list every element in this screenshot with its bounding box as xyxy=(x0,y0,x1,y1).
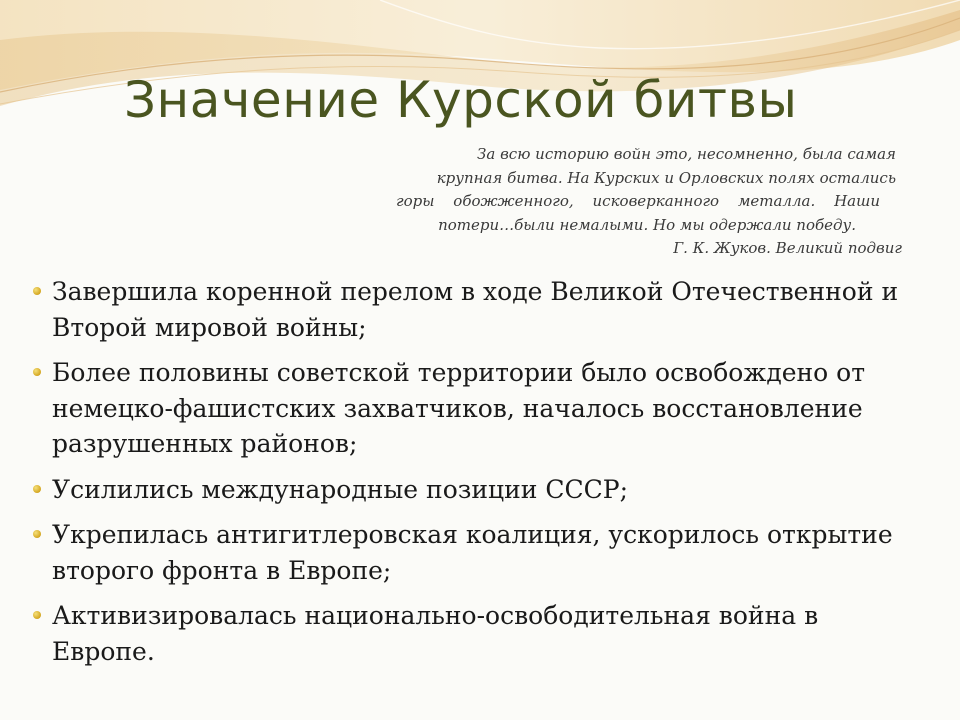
quote-line: крупная битва. На Курских и Орловских полях остались xyxy=(436,168,896,187)
bullet-dot-icon xyxy=(33,287,41,295)
bullet-dot-icon xyxy=(33,611,41,619)
bullet-dot-icon xyxy=(33,368,41,376)
bullet-item xyxy=(30,472,910,508)
bullet-list xyxy=(30,274,910,679)
bullet-text: Завершила коренной перелом в ходе Великой Отечественной и Второй мировой войны; xyxy=(52,277,899,342)
bullet-text: Усилились международные позиции СССР; xyxy=(52,474,629,504)
bullet-text: Более половины советской территории было освобождено от немецко-фашистских захватчиков, началось восстановление разрушенных районов; xyxy=(52,358,866,458)
bullet-text: Укрепилась антигитлеровская коалиция, ускорилось открытие второго фронта в Европе; xyxy=(52,520,893,585)
quote-line: горы обожженного, исковерканного металла. Наши xyxy=(396,192,880,210)
quote-line: потери…были немалыми. Но мы одержали победу. xyxy=(438,215,856,234)
bullet-dot-icon xyxy=(33,530,41,538)
bullet-item xyxy=(30,274,910,345)
quote-line: За всю историю войн это, несомненно, была самая xyxy=(477,145,896,163)
bullet-dot-icon xyxy=(33,485,41,493)
bullet-item xyxy=(30,517,910,588)
slide-title: Значение Курской битвы xyxy=(124,71,798,129)
bullet-text: Активизировалась национально-освободительная война в Европе. xyxy=(52,601,819,666)
epigraph-quote xyxy=(360,143,902,261)
bullet-item xyxy=(30,598,910,669)
quote-attribution: Г. К. Жуков. Великий подвиг xyxy=(673,239,902,257)
bullet-item xyxy=(30,355,910,462)
